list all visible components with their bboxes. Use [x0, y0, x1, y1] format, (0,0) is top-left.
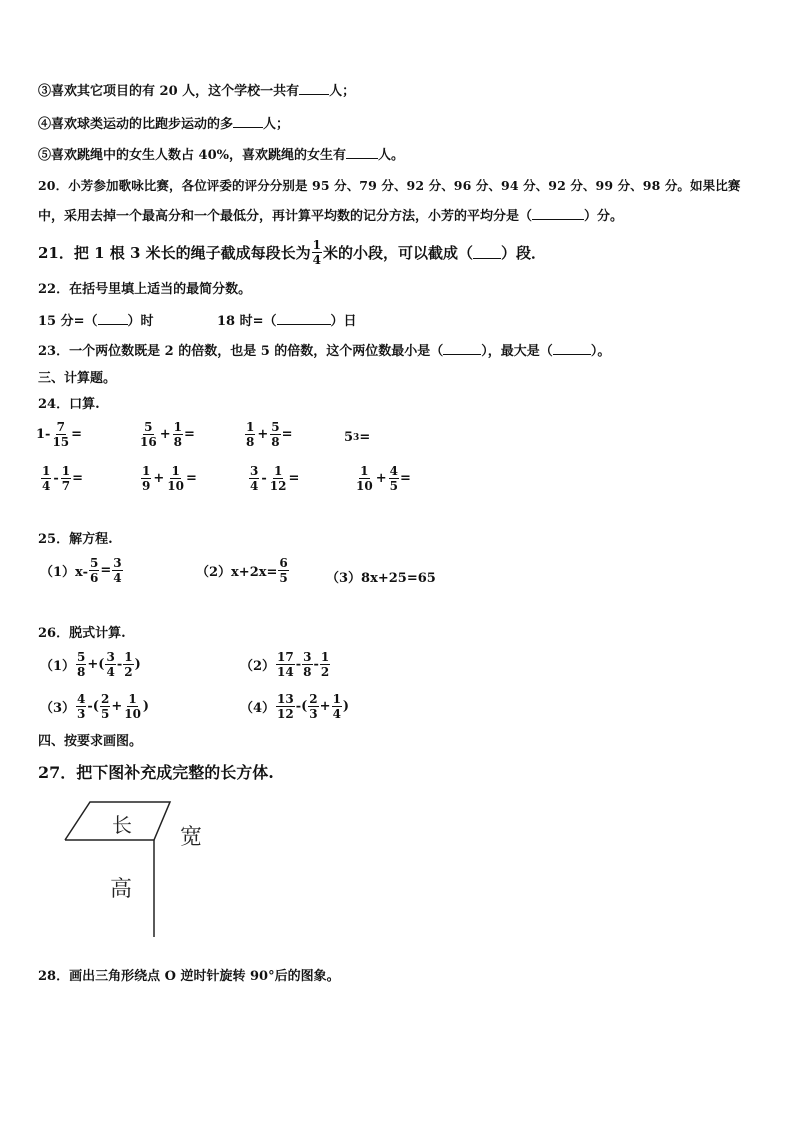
fraction: $\frac{4}{5}$	[389, 464, 398, 493]
answer-blank[interactable]	[473, 246, 501, 259]
fraction: $\frac{2}{5}$	[100, 692, 110, 721]
fraction: $\frac{1}{10}$	[124, 692, 141, 721]
oral-expr-1: 1- $\frac{7}{15}$ =	[36, 420, 83, 449]
fraction: $\frac{1}{12}$	[269, 464, 287, 493]
question-20-line-2: 中，采用去掉一个最高分和一个最低分，再计算平均数的记分方法，小芳的平均分是（ ）分。	[38, 209, 624, 224]
fraction: $\frac{5}{6}$	[89, 556, 99, 585]
fraction: $\frac{3}{8}$	[303, 650, 312, 679]
question-19-part-5: ⑤喜欢跳绳中的女生人数占 40%，喜欢跳绳的女生有 人。	[38, 148, 405, 163]
fraction: $\frac{17}{14}$	[277, 650, 294, 679]
height-label: 高	[110, 877, 133, 902]
question-22-part-b: 18 时=（ ）日	[217, 314, 357, 329]
fraction: $\frac{1}{10}$	[356, 464, 373, 493]
question-21: 21．把 1 根 3 米长的绳子截成每段长为 $\frac{1}{4}$ 米的小段，可以截成（ ）段．	[38, 238, 547, 267]
fraction: $\frac{6}{5}$	[279, 556, 288, 585]
fraction: $\frac{5}{8}$	[271, 420, 280, 449]
answer-blank[interactable]	[553, 342, 591, 355]
fraction: $\frac{1}{2}$	[320, 650, 330, 679]
fraction: $\frac{3}{4}$	[106, 650, 115, 679]
answer-blank[interactable]	[443, 342, 481, 355]
fraction: $\frac{3}{4}$	[113, 556, 122, 585]
fraction: $\frac{1}{8}$	[246, 420, 255, 449]
fraction: $\frac{3}{4}$	[250, 464, 259, 493]
fraction: $\frac{4}{3}$	[77, 692, 86, 721]
fraction: $\frac{1}{4}$	[332, 692, 341, 721]
step-calc-4: （4） $\frac{13}{12}$ -( $\frac{2}{3}$ + $\frac{1}{4}$ )	[240, 692, 350, 721]
fraction: $\frac{7}{15}$	[52, 420, 70, 449]
fraction: $\frac{5}{16}$	[140, 420, 157, 449]
fraction: $\frac{1}{10}$	[167, 464, 184, 493]
fraction: $\frac{1}{7}$	[61, 464, 71, 493]
question-26: 26．脱式计算.	[38, 626, 126, 641]
fraction: $\frac{5}{8}$	[77, 650, 86, 679]
answer-blank[interactable]	[98, 312, 128, 325]
section-3-heading: 三、计算题。	[38, 371, 117, 386]
fraction: $\frac{1}{2}$	[124, 650, 133, 679]
question-23: 23．一个两位数既是 2 的倍数，也是 5 的倍数，这个两位数最小是（ ），最大是（ ）。	[38, 344, 611, 359]
equation-3: （3）8x+25=65	[326, 571, 436, 586]
question-24: 24．口算.	[38, 397, 100, 412]
answer-blank[interactable]	[299, 82, 329, 95]
question-19-part-4: ④喜欢球类运动的比跑步运动的多 人；	[38, 117, 290, 132]
answer-blank[interactable]	[277, 312, 331, 325]
oral-expr-5: $\frac{1}{4}$ - $\frac{1}{7}$ =	[42, 464, 84, 493]
question-22: 22．在括号里填上适当的最简分数。	[38, 282, 252, 297]
fraction: $\frac{1}{4}$	[312, 238, 321, 267]
equation-2: （2）x+2x= $\frac{6}{5}$	[196, 556, 288, 585]
answer-blank[interactable]	[346, 146, 378, 159]
length-label: 长	[112, 813, 132, 837]
question-28: 28．画出三角形绕点 O 逆时针旋转 90°后的图象。	[38, 969, 340, 984]
oral-expr-8: $\frac{1}{10}$ + $\frac{4}{5}$ =	[356, 464, 411, 493]
fraction: $\frac{2}{3}$	[309, 692, 318, 721]
cuboid-figure	[60, 792, 260, 942]
step-calc-3: （3） $\frac{4}{3}$ -( $\frac{2}{5}$ + $\frac{1}{10}$ )	[40, 692, 150, 721]
question-20-line-1: 20．小芳参加歌咏比赛，各位评委的评分分别是 95 分、79 分、92 分、96 分、94 分、92 分、99 分、98 分。如果比赛	[38, 178, 741, 193]
answer-blank[interactable]	[233, 115, 263, 128]
step-calc-2: （2） $\frac{17}{14}$ - $\frac{3}{8}$ - $\frac{1}{2}$	[240, 650, 330, 679]
fraction: $\frac{1}{9}$	[142, 464, 151, 493]
fraction: $\frac{13}{12}$	[277, 692, 294, 721]
width-label: 宽	[180, 825, 203, 850]
oral-expr-2: $\frac{5}{16}$ + $\frac{1}{8}$ =	[140, 420, 195, 449]
question-22-part-a: 15 分=（ ）时	[38, 314, 154, 329]
oral-expr-4: 5 3 =	[344, 430, 371, 445]
fraction: $\frac{1}{8}$	[173, 420, 182, 449]
oral-expr-6: $\frac{1}{9}$ + $\frac{1}{10}$ =	[142, 464, 197, 493]
section-4-heading: 四、按要求画图。	[38, 734, 143, 749]
question-19-part-3: ③喜欢其它项目的有 20 人，这个学校一共有 人；	[38, 84, 356, 99]
question-25: 25．解方程.	[38, 532, 113, 547]
step-calc-1: （1） $\frac{5}{8}$ +( $\frac{3}{4}$ - $\frac{1}{2}$ )	[40, 650, 141, 679]
fraction: $\frac{1}{4}$	[42, 464, 51, 493]
question-27: 27．把下图补充成完整的长方体.	[38, 763, 274, 782]
oral-expr-3: $\frac{1}{8}$ + $\frac{5}{8}$ =	[246, 420, 293, 449]
answer-blank[interactable]	[532, 207, 584, 220]
equation-1: （1）x- $\frac{5}{6}$ = $\frac{3}{4}$	[40, 556, 122, 585]
oral-expr-7: $\frac{3}{4}$ - $\frac{1}{12}$ =	[250, 464, 300, 493]
